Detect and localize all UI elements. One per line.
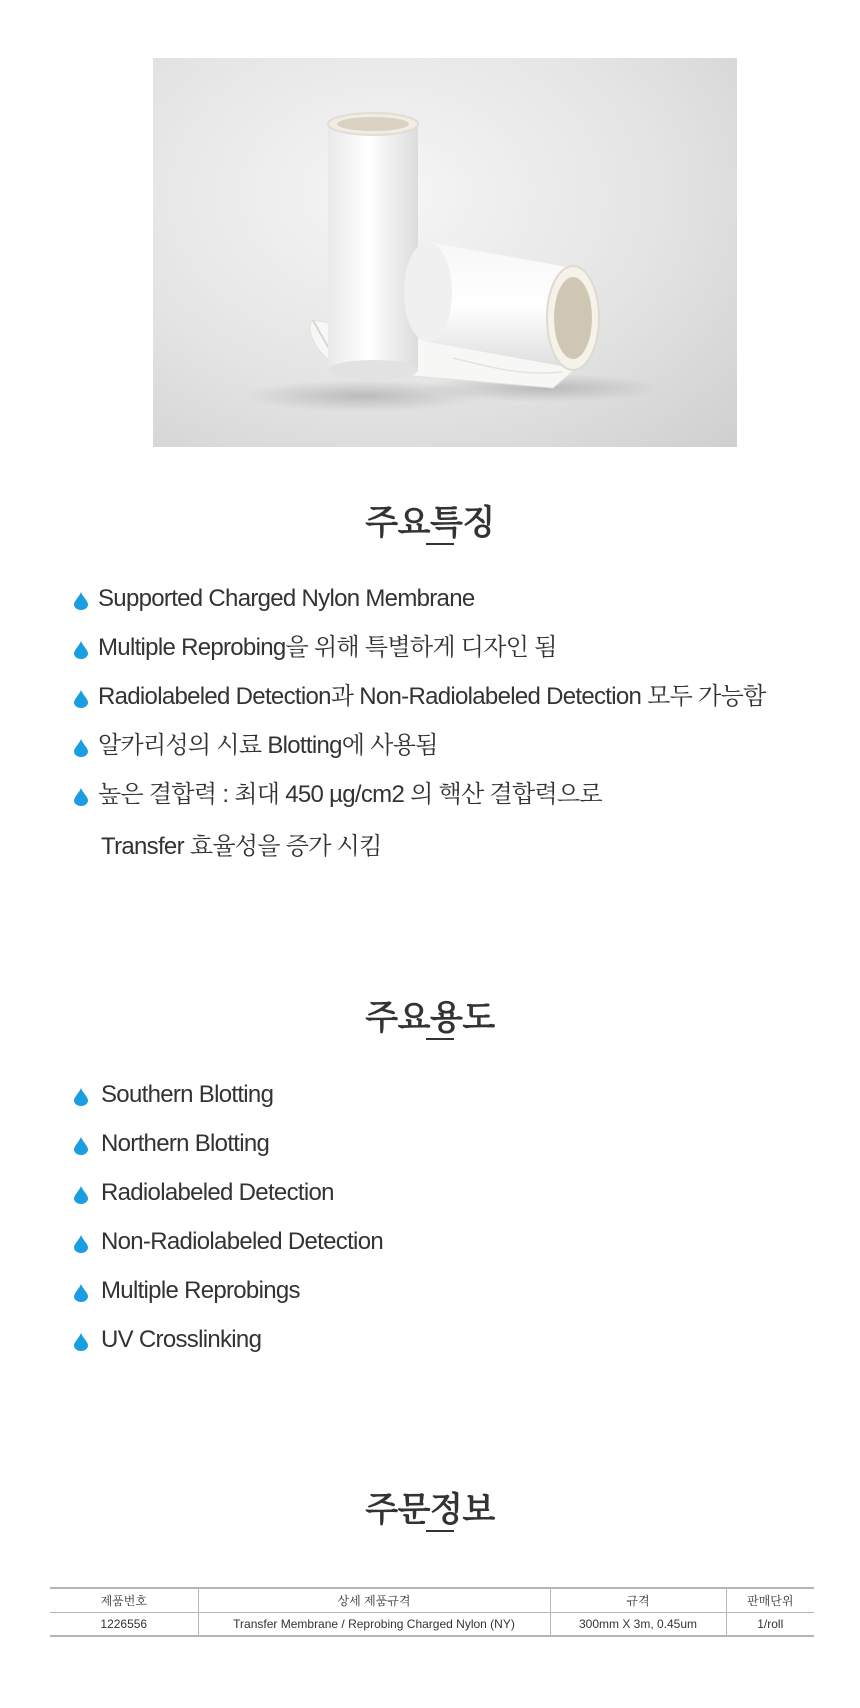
water-drop-icon — [74, 1186, 88, 1204]
water-drop-icon — [74, 1137, 88, 1155]
feature-item-text: 알카리성의 시료 Blotting에 사용됨 — [98, 732, 438, 759]
feature-item-text: 높은 결합력 : 최대 450 µg/cm2 의 핵산 결합력으로 — [98, 781, 602, 808]
feature-item-text: Supported Charged Nylon Membrane — [98, 585, 475, 612]
application-item-text: Multiple Reprobings — [101, 1277, 300, 1304]
feature-item — [72, 587, 766, 636]
features-title: 주요특징 — [365, 504, 495, 542]
application-item-text: Northern Blotting — [101, 1130, 270, 1157]
feature-item-continuation: Transfer 효율성을 증가 시킴 — [101, 833, 382, 860]
water-drop-icon — [74, 690, 88, 708]
header-detail-spec: 상세 제품규격 — [198, 1588, 550, 1612]
header-spec: 규격 — [550, 1588, 726, 1612]
cell-detail-spec: Transfer Membrane / Reprobing Charged Nylon (NY) — [198, 1612, 550, 1636]
applications-title-underline — [426, 1038, 454, 1040]
applications-list — [72, 1083, 383, 1377]
water-drop-icon — [74, 641, 88, 659]
feature-item — [72, 734, 766, 783]
application-item-text: Southern Blotting — [101, 1081, 274, 1108]
order-table — [50, 1587, 814, 1637]
table-row — [50, 1612, 814, 1636]
feature-item — [72, 636, 766, 685]
order-title-underline — [426, 1530, 454, 1532]
feature-item — [72, 685, 766, 734]
application-item — [72, 1181, 383, 1230]
feature-item — [72, 783, 766, 832]
order-title: 주문정보 — [365, 1491, 495, 1529]
product-image — [153, 58, 737, 447]
water-drop-icon — [74, 1088, 88, 1106]
water-drop-icon — [74, 1284, 88, 1302]
cell-product-number: 1226556 — [100, 1616, 148, 1631]
application-item — [72, 1279, 383, 1328]
feature-item-text: Radiolabeled Detection과 Non-Radiolabeled Detection 모두 가능함 — [98, 683, 766, 710]
application-item — [72, 1328, 383, 1377]
water-drop-icon — [74, 788, 88, 806]
application-item-text: Non-Radiolabeled Detection — [101, 1228, 383, 1255]
application-item — [72, 1132, 383, 1181]
water-drop-icon — [74, 1235, 88, 1253]
features-title-underline — [426, 543, 454, 545]
application-item — [72, 1230, 383, 1279]
feature-item-text: Multiple Reprobing을 위해 특별하게 디자인 됨 — [98, 634, 557, 661]
application-item-text: Radiolabeled Detection — [101, 1179, 334, 1206]
application-item — [72, 1083, 383, 1132]
features-list — [72, 587, 766, 832]
water-drop-icon — [74, 592, 88, 610]
order-table-header-row — [50, 1588, 814, 1612]
cell-spec: 300mm X 3m, 0.45um — [550, 1612, 726, 1636]
applications-title: 주요용도 — [365, 999, 495, 1037]
membrane-rolls-illustration — [153, 58, 737, 447]
water-drop-icon — [74, 739, 88, 757]
header-product-number: 제품번호 — [100, 1593, 147, 1608]
application-item-text: UV Crosslinking — [101, 1326, 262, 1353]
header-sales-unit: 판매단위 — [726, 1588, 814, 1612]
water-drop-icon — [74, 1333, 88, 1351]
cell-sales-unit: 1/roll — [726, 1612, 814, 1636]
